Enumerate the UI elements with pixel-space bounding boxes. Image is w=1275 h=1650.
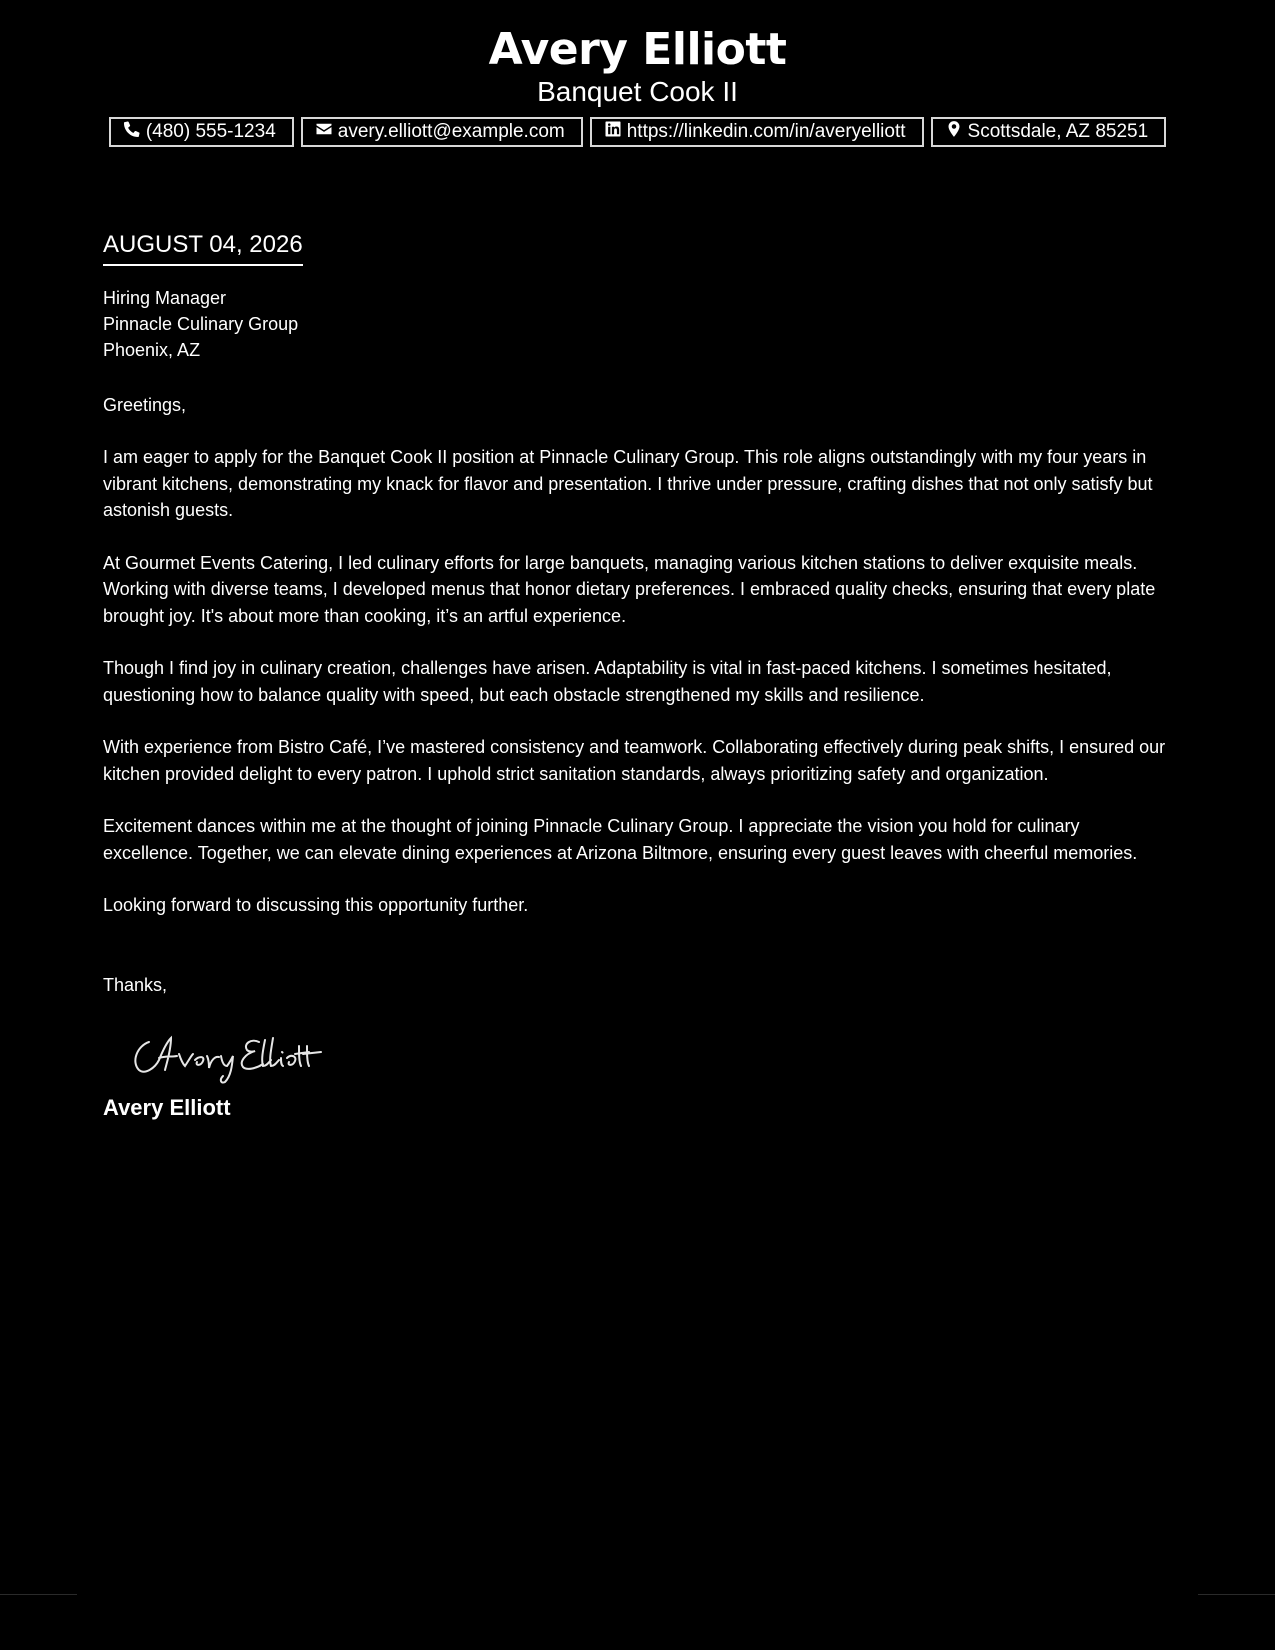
signature-image [127,1020,347,1084]
map-pin-icon [945,120,963,144]
body-paragraph: Excitement dances within me at the thought of joining Pinnacle Culinary Group. I appreciate the vision you hold for culinary excellence. Together, we can elevate dining experiences at Arizona Biltmore, ensuring every guest leaves with cheerful memories. [103,816,1138,863]
letter-closing: Thanks, [103,974,168,995]
contact-phone-text: (480) 555-1234 [145,121,276,142]
letter-header [0,0,1275,147]
handwritten-signature [127,1020,347,1084]
contact-phone [109,117,294,147]
recipient-block [103,285,1173,363]
contact-location-text: Scottsdale, AZ 85251 [967,121,1149,142]
envelope-icon [315,120,333,144]
body-paragraph: With experience from Bistro Café, I’ve mastered consistency and teamwork. Collaborating effectively during peak shifts, I ensured our kitchen provided delight to every patron. I uphold strict sanitation standards, always prioritizing safety and organization. [103,737,1166,784]
letter-greeting: Greetings, [103,395,187,415]
body-paragraph: Though I find joy in culinary creation, challenges have arisen. Adaptability is vital in fast-paced kitchens. I sometimes hesitated, questioning how to balance quality with speed, but each obstacle strengthened my skills and resilience. [103,658,1112,705]
recipient-line: Phoenix, AZ [103,340,201,360]
contact-email-text: avery.elliott@example.com [337,121,565,142]
contact-email [301,117,583,147]
footer-rule-right [1198,1594,1275,1595]
contact-linkedin [590,117,924,147]
letter-date: AUGUST 04, 2026 [103,228,303,266]
contact-bar [0,117,1275,147]
contact-linkedin-text: https://linkedin.com/in/averyelliott [626,121,906,142]
recipient-line: Hiring Manager [103,288,227,308]
linkedin-icon [604,120,622,144]
signer-name: Avery Elliott [103,1094,231,1120]
body-paragraph: Looking forward to discussing this opportunity further. [103,895,529,915]
letter-body [103,228,1173,1122]
applicant-name: Avery Elliott [488,24,787,75]
body-paragraph: I am eager to apply for the Banquet Cook II position at Pinnacle Culinary Group. This role aligns outstandingly with my four years in vibrant kitchens, demonstrating my knack for flavor and presentation. I thrive under pressure, crafting dishes that not only satisfy but astonish guests. [103,447,1153,520]
recipient-line: Pinnacle Culinary Group [103,314,299,334]
phone-icon [123,120,141,144]
body-paragraph: At Gourmet Events Catering, I led culinary efforts for large banquets, managing various kitchen stations to deliver exquisite meals. Working with diverse teams, I developed menus that honor dietary preferences. I embraced quality checks, ensuring that every plate brought joy. It's about more than cooking, it’s an artful experience. [103,552,1156,626]
footer-rule-left [0,1594,77,1595]
applicant-role: Banquet Cook II [537,76,738,107]
contact-location [931,117,1167,147]
